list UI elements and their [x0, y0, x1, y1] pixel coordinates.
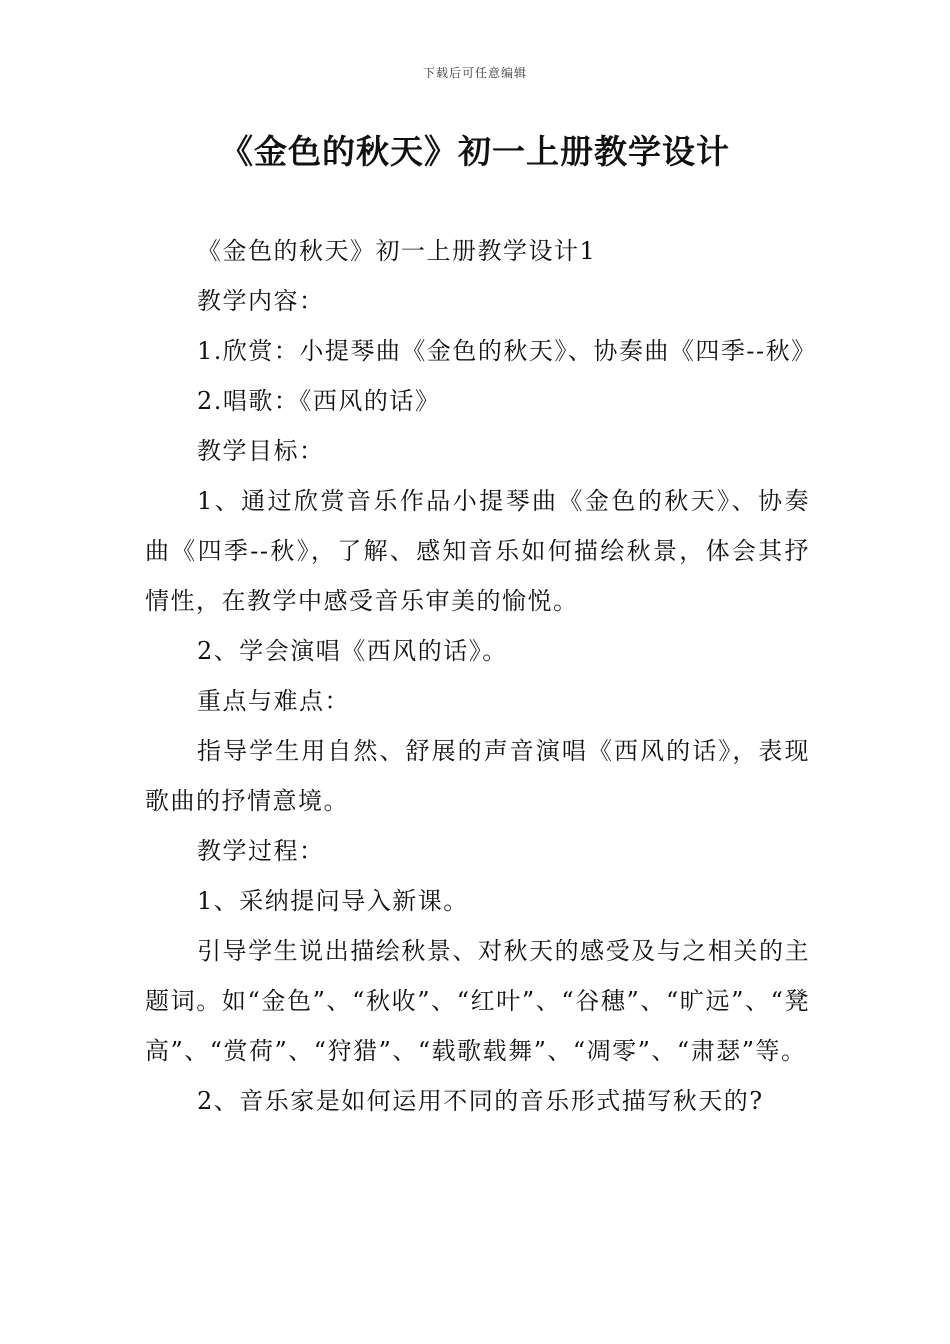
document-title: 《金色的秋天》初一上册教学设计: [220, 132, 730, 171]
goal-item-2: 2、学会演唱《西风的话》。: [197, 637, 508, 665]
subtitle-paragraph: 《金色的秋天》初一上册教学设计1: [197, 237, 597, 265]
content-item-1: 1.欣赏：小提琴曲《金色的秋天》、协奏曲《四季--秋》: [197, 337, 817, 365]
section-heading-focus: 重点与难点：: [197, 687, 350, 715]
process-step-1: 1、采纳提问导入新课。: [197, 887, 469, 915]
page-header-note: 下载后可任意编辑: [422, 66, 527, 80]
content-item-2: 2.唱歌：《西风的话》: [197, 387, 441, 415]
focus-paragraph: 指导学生用自然、舒展的声音演唱《西风的话》，表现歌曲的抒情意境。: [145, 737, 810, 815]
document-body: [145, 226, 817, 1126]
goal-item-1: 1、通过欣赏音乐作品小提琴曲《金色的秋天》、协奏曲《四季--秋》，了解、感知音乐如何描绘秋景，体会其抒情性，在教学中感受音乐审美的愉悦。: [145, 487, 810, 615]
process-step-2: 2、音乐家是如何运用不同的音乐形式描写秋天的?: [197, 1087, 764, 1115]
section-heading-goals: 教学目标：: [197, 437, 325, 465]
section-heading-process: 教学过程：: [197, 837, 325, 865]
process-step-1-detail: 引导学生说出描绘秋景、对秋天的感受及与之相关的主题词。如“金色”、“秋收”、“红叶”、“谷穗”、“旷远”、“凳高”、“赏荷”、“狩猎”、“载歌载舞”、“凋零”、“肃瑟”等。: [145, 937, 810, 1065]
section-heading-content: 教学内容：: [197, 287, 325, 315]
